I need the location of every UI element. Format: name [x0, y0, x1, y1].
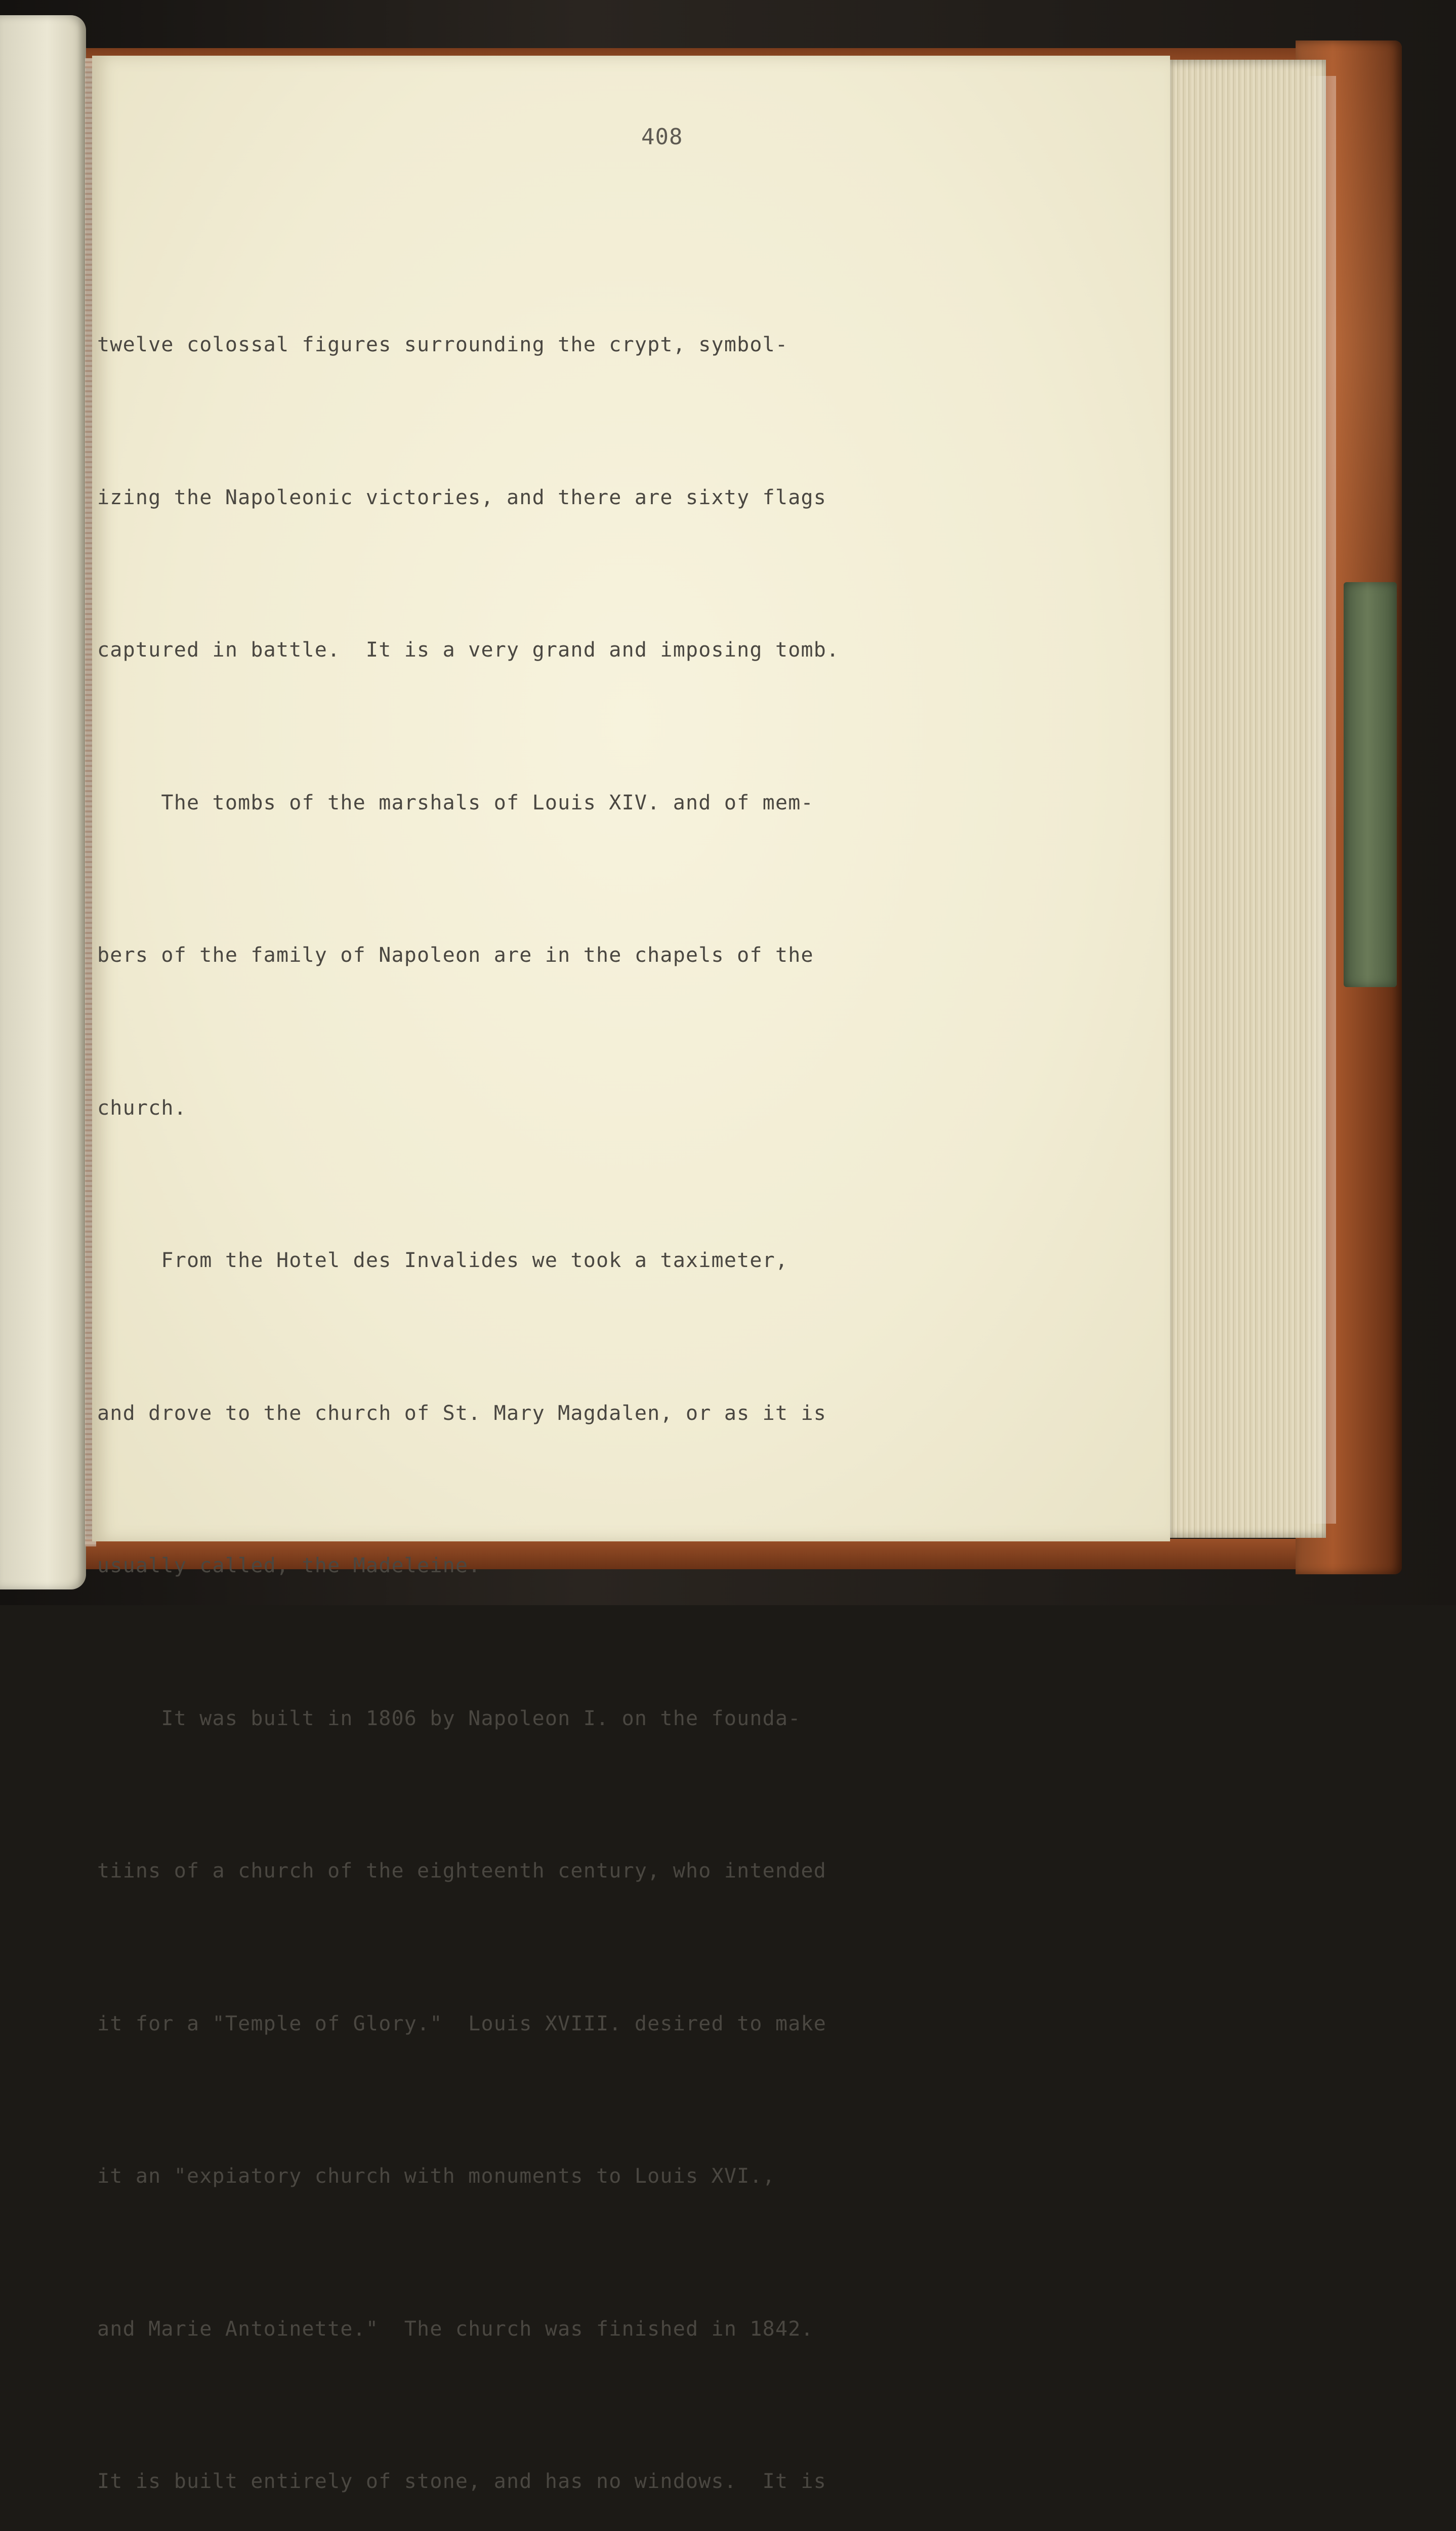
text-line: bers of the family of Napoleon are in the chapels of the [97, 944, 814, 967]
spine-label [1344, 582, 1397, 987]
page-body-text [97, 218, 1099, 2531]
text-line: it an "expiatory church with monuments to Louis XVI., [97, 2165, 775, 2188]
page-edges-highlight [1306, 76, 1336, 1524]
text-line: From the Hotel des Invalides we took a taximeter, [97, 1249, 788, 1272]
text-line: The tombs of the marshals of Louis XIV. and of mem- [97, 791, 814, 814]
page-block-edges [1169, 60, 1326, 1538]
text-line: and Marie Antoinette." The church was finished in 1842. [97, 2317, 814, 2341]
text-line: and drove to the church of St. Mary Magdalen, or as it is [97, 1401, 827, 1425]
text-line: It is built entirely of stone, and has no windows. It is [97, 2470, 827, 2493]
text-line: it for a "Temple of Glory." Louis XVIII. desired to make [97, 2012, 827, 2035]
text-line: church. [97, 1096, 187, 1120]
facing-page-left [0, 15, 86, 1589]
text-line: usually called, the Madeleine. [97, 1554, 481, 1577]
page-number: 408 [641, 124, 683, 150]
text-line: It was built in 1806 by Napoleon I. on the founda- [97, 1706, 801, 1730]
text-line: captured in battle. It is a very grand and imposing tomb. [97, 638, 840, 662]
text-line: twelve colossal figures surrounding the crypt, symbol- [97, 333, 788, 356]
text-line: izing the Napoleonic victories, and there are sixty flags [97, 485, 827, 509]
text-line: tiins of a church of the eighteenth century, who intended [97, 1859, 827, 1883]
